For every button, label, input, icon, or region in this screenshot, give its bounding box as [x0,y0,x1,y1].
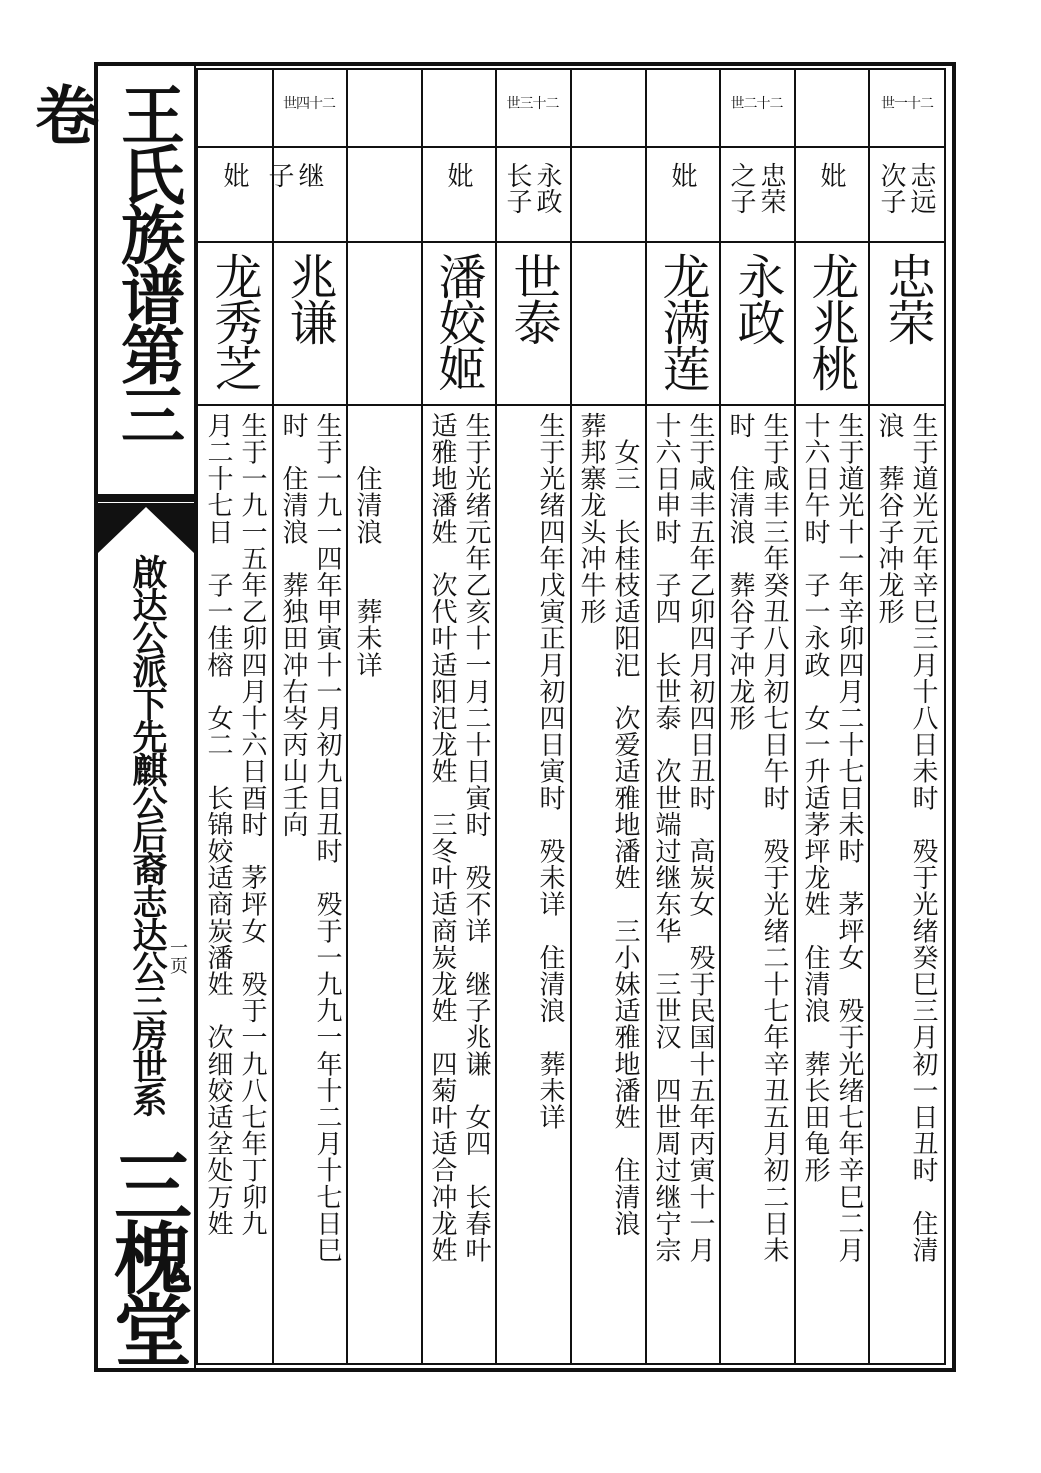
biography-text: 生于光绪元年乙亥十一月二十日寅时 殁不详 继子兆谦 女四 长春叶 适雅地潘姓 次代叶适阳汜龙姓 三冬叶适商炭龙姓 四菊叶适合冲龙姓 [427,412,491,1264]
person-name: 龙兆桃 [803,252,859,390]
person-name: 潘姣姬 [430,252,486,390]
person-name: 永政 [729,252,785,344]
biography-text: 生于道光十一年辛卯四月二十七日未时 茅坪女 殁于光绪七年辛巳二月 十六日午时 子一永政 女一升适茅坪龙姓 住清浪 葬长田龟形 [800,412,864,1264]
relation-label: 妣 [443,162,473,188]
biography-text: 生于咸丰三年癸丑八月初七日午时 殁于光绪二十七年辛丑五月初二日未 时 住清浪 葬谷子冲龙形 [725,412,789,1264]
relation-label: 志远 次子 [876,162,936,214]
book-title: 王氏族谱第三卷 [24,82,185,442]
biography-text: 生于光绪四年戊寅正月初四日寅时 殁未详 住清浪 葬未详 [535,412,565,1131]
page-number: 一页 [167,938,188,974]
biography-text: 生于咸丰五年乙卯四月初四日丑时 高炭女 殁于民国十五年丙寅十一月 十六日申时 子四 长世泰 次世端过继东华 三世汉 四世周过继宁宗 [651,412,715,1264]
column-divider [868,68,870,1365]
person-name: 龙秀芝 [206,252,262,390]
biography-text: 生于一九一四年甲寅十一月初九日丑时 殁于一九九一年十二月十七日巳 时 住清浪 葬独田冲右岑丙山壬向 [278,412,342,1264]
column-divider [421,68,423,1365]
relation-label: 妣 [816,162,846,188]
biography-text: 生于道光元年辛巳三月十八日未时 殁于光绪癸巳三月初一日丑时 住清 浪 葬谷子冲龙形 [874,412,938,1264]
biography-text: 住清浪 葬未详 [352,465,382,678]
relation-label: 永政 长子 [502,162,562,214]
column-divider [645,68,647,1365]
person-name: 兆谦 [281,252,337,344]
column-divider [719,68,721,1365]
column-divider [794,68,796,1365]
relation-label: 妣 [219,162,249,188]
person-name: 世泰 [505,252,561,344]
biography-text: 女三 长桂枝适阳汜 次爱适雅地潘姓 三小妹适雅地潘姓 住清浪 葬邦寨龙头冲牛形 [576,412,640,1237]
column-divider [272,68,274,1365]
lineage-subtitle: 啟达公派下先麒公后裔志达公三房世系 [127,554,168,1115]
generation-label: 二十一世 [881,96,933,112]
relation-label: 忠荣 之子 [726,162,786,214]
biography-text: 生于一九一五年乙卯四月十六日酉时 茅坪女 殁于一九八七年丁卯九 月二十七日 子一佳榕 女二 长锦姣适商炭潘姓 次细姣适坌处万姓 [203,412,267,1237]
fishtail-mark [98,503,194,553]
relation-label: 妣 [667,162,697,188]
relation-label: 继 子 [264,162,324,188]
hall-name: 三槐堂 [101,1146,192,1362]
generation-label: 二十二世 [730,96,783,112]
spine-divider [194,66,196,1368]
person-name: 龙满莲 [654,252,710,390]
generation-label: 二十三世 [506,96,559,112]
generation-label: 二十四世 [283,96,335,112]
column-divider [570,68,572,1365]
person-name: 忠荣 [879,252,935,344]
column-divider [495,68,497,1365]
column-divider [346,68,348,1365]
spine-band [98,494,194,502]
